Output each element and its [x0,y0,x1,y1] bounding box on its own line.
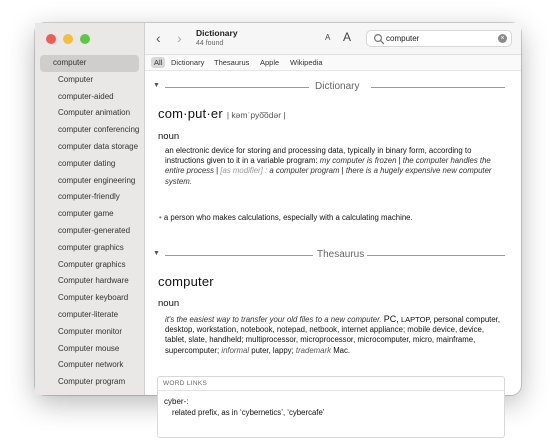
example: the computer handles the entire process [165,156,491,176]
close-button[interactable] [46,34,56,44]
zoom-button[interactable] [80,34,90,44]
word-link-term: cyber-: [164,397,189,406]
divider [165,255,313,256]
scope-bar [145,55,521,71]
separator: | [213,166,221,176]
bullet: • [159,213,162,222]
thesaurus-headword: computer [158,274,214,289]
dictionary-window [35,23,521,417]
list-item[interactable]: Computer graphics [58,259,126,269]
section-title: Thesaurus [317,249,365,260]
list-item[interactable]: Computer keyboard [58,293,129,303]
list-item[interactable]: Computer mouse [58,343,120,353]
definition-pane [145,71,521,417]
definition-2 [159,213,507,223]
word-link-definition: related prefix, as in ‘cybernetics’, ‘cybercafe’ [172,408,325,417]
list-item[interactable]: computer conferencing [58,125,140,135]
example: a computer program [269,166,340,176]
register-label: informal [221,345,250,355]
scope-apple[interactable]: Apple [260,58,280,67]
register-label: trademark [295,345,332,355]
divider [165,87,309,88]
section-title: Dictionary [315,81,360,92]
list-item[interactable]: computer-friendly [58,192,120,202]
thesaurus-section-header[interactable] [153,249,505,261]
scope-wikipedia[interactable]: Wikipedia [290,58,323,67]
grammar-label: [as modifier] : [220,166,268,176]
font-smaller-button[interactable]: A [325,33,331,42]
list-item[interactable]: Computer program [58,377,126,387]
list-item[interactable]: Computer monitor [58,326,123,336]
synonym-list: puter, lappy; [251,345,294,355]
separator: | [396,156,403,166]
definition-text: an electronic device for storing and processing data, typically in binary form, according to instructions given to it in a variable program: [165,146,472,166]
list-item[interactable]: computer dating [58,158,116,168]
list-item[interactable]: computer-literate [58,309,119,319]
window-title: Dictionary [196,28,238,38]
search-icon [373,33,385,45]
example: my computer is frozen [319,156,397,166]
scope-thesaurus[interactable]: Thesaurus [214,58,250,67]
list-item[interactable]: computer-generated [58,225,131,235]
synonym-list: Mac. [333,345,351,355]
sidebar [35,23,145,395]
list-item[interactable]: Computer hardware [58,276,129,286]
list-item[interactable]: computer-aided [58,91,114,101]
disclosure-triangle-icon[interactable]: ▼ [153,250,160,257]
list-item[interactable]: Computer animation [58,108,131,118]
pronunciation: | kəmˈpyo͞odər | [226,110,286,120]
forward-button[interactable]: › [177,30,182,46]
clear-icon[interactable]: × [498,34,507,43]
synonym-list: personal computer, desktop, workstation, notebook, notepad, netbook, internet appliance; mobile device, device, tablet, slate, handheld; multiprocessor, microprocessor, microcomputer, micro, mainframe, supercomputer; [165,315,501,355]
definition-1 [165,146,507,187]
back-button[interactable]: ‹ [156,30,161,46]
example: there is a hugely expensive new computer system. [165,166,492,186]
divider [371,87,505,88]
core-synonym: PC, [383,314,399,324]
word-links-heading: WORD LINKS [158,377,504,391]
search-field[interactable] [366,30,512,47]
results-list [40,55,139,391]
separator: | [339,166,346,176]
example: it's the easiest way to transfer your old files to a new computer. [165,315,382,324]
list-item[interactable]: Computer [58,74,94,84]
definition-text: a person who makes calculations, especially with a calculating machine. [163,213,413,222]
minimize-button[interactable] [63,34,73,44]
list-item[interactable]: Computer network [58,360,124,370]
list-item[interactable]: computer engineering [58,175,136,185]
headword [158,106,286,121]
core-synonym: LAPTOP, [400,315,432,324]
list-item[interactable]: computer [40,55,139,72]
headword-text: com·put·er [158,106,223,121]
dictionary-section-header[interactable] [153,81,505,93]
window-controls [46,34,90,44]
scope-all[interactable]: All [151,57,165,68]
disclosure-triangle-icon[interactable]: ▼ [153,82,160,89]
result-count: 44 found [196,40,224,47]
list-item[interactable]: computer graphics [58,242,124,252]
thesaurus-entry [165,314,507,356]
search-input[interactable] [386,32,496,45]
thesaurus-part-of-speech: noun [158,298,180,309]
toolbar [145,23,521,55]
list-item[interactable]: computer game [58,209,114,219]
word-links-box [157,376,505,438]
divider [367,255,505,256]
font-larger-button[interactable]: A [343,30,352,44]
part-of-speech: noun [158,131,180,142]
scope-dictionary[interactable]: Dictionary [171,58,205,67]
list-item[interactable]: computer data storage [58,141,139,151]
